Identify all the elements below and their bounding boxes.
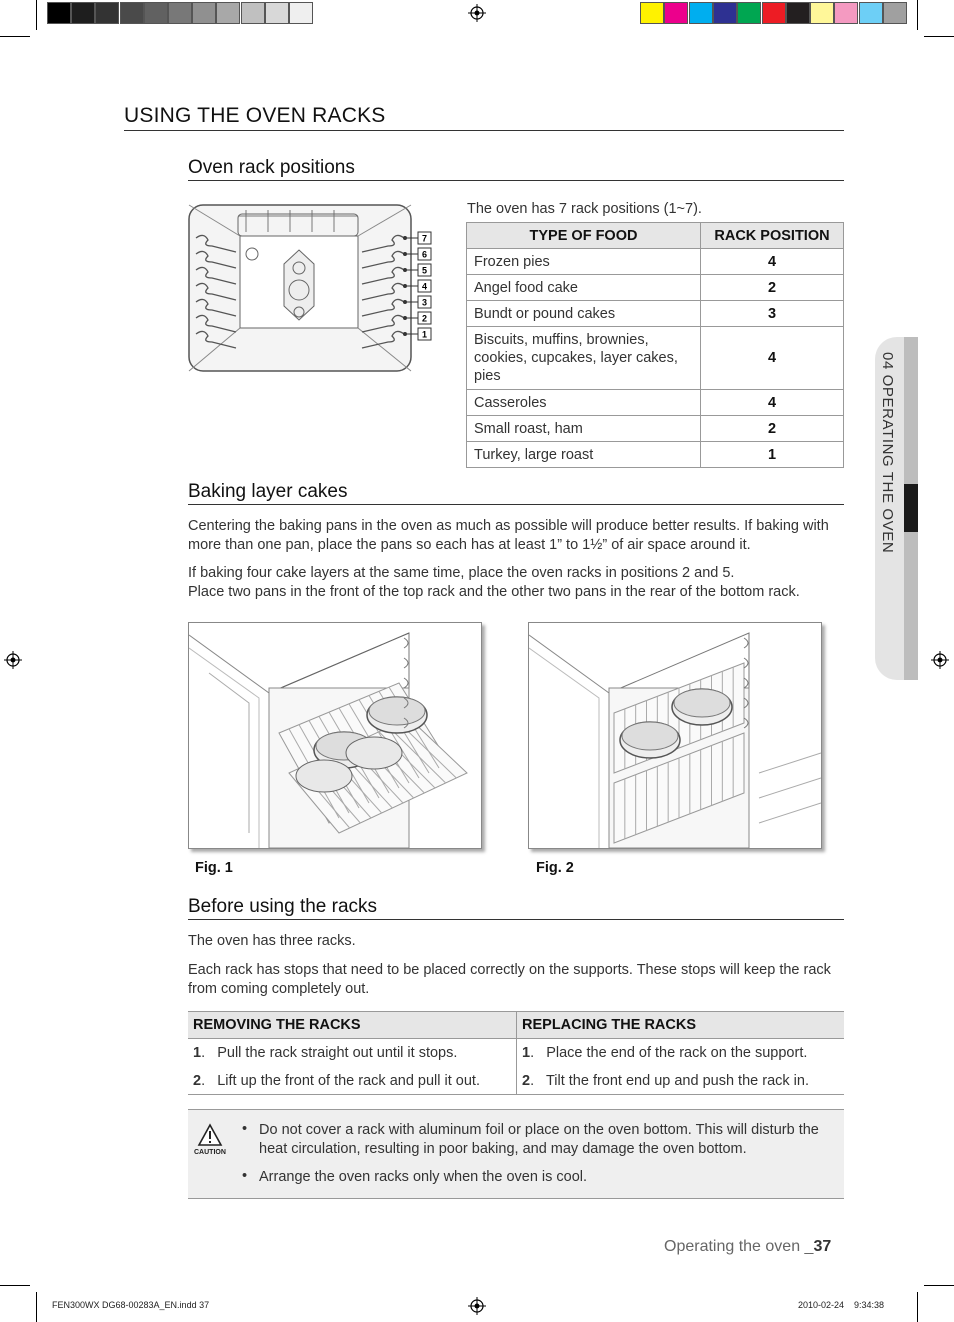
page-label: Operating the oven _ [664,1238,814,1255]
crop-mark [917,1292,918,1322]
remove-step: 1. Pull the rack straight out until it stops. [193,1045,458,1061]
oven-illustration-fig2 [529,623,821,848]
section-rule [188,919,844,920]
step-number: 2 [193,1073,202,1089]
crop-mark [917,0,918,30]
crop-mark [924,1285,954,1286]
replace-step: 1. Place the end of the rack on the support. [517,1039,845,1068]
table-row [467,390,844,416]
gray-swatch [144,2,168,24]
title-rule [124,130,844,131]
rack-dot-icon [403,252,407,256]
color-swatch [810,2,834,24]
step-text: Tilt the front end up and push the rack in. [545,1073,809,1089]
gray-swatch [265,2,289,24]
step-number: 1 [193,1045,202,1061]
gray-swatch [71,2,95,24]
color-swatch [737,2,761,24]
section-rule [188,180,844,181]
figure-2 [528,622,822,849]
step-number: 2 [522,1073,531,1089]
figure-2-caption: Fig. 2 [536,860,574,876]
rack-dot-icon [403,268,407,272]
table-row [467,327,844,390]
position-cell: 4 [701,249,844,275]
crop-mark [924,36,954,37]
step-text: Lift up the front of the rack and pull it out. [217,1073,480,1089]
section-rule [188,504,844,505]
caution-item-1: Do not cover a rack with aluminum foil or place on the oven bottom. This will disturb the heat circulation, resulting in poor baking, and may damage the oven bottom. [259,1122,819,1157]
gray-swatch [47,2,71,24]
crop-mark [36,0,37,30]
position-cell: 2 [701,275,844,301]
caution-label: CAUTION [194,1149,226,1156]
replace-step: 2. Tilt the front end up and push the rack in. [517,1067,845,1095]
gray-swatch [168,2,192,24]
food-cell: Angel food cake [467,275,701,301]
position-cell: 4 [701,390,844,416]
food-cell: Bundt or pound cakes [467,301,701,327]
file-info: FEN300WX DG68-00283A_EN.indd 37 [52,1300,210,1310]
step-text: Place the end of the rack on the support. [546,1045,808,1061]
baking-paragraph-1: Centering the baking pans in the oven as much as possible will produce better results. If baking with more than one pan, place the pans so each has at least 1” to 1½” of air space around it. [188,518,829,553]
table-row [467,416,844,442]
remove-step: 2. Lift up the front of the rack and pull it out. [188,1067,517,1095]
rack-dot-icon [403,284,407,288]
step-text: Pull the rack straight out until it stops. [217,1045,458,1061]
figure-1 [188,622,482,849]
registration-mark-icon [468,4,486,22]
table-row [467,301,844,327]
section-heading-before: Before using the racks [188,896,378,917]
column-header-removing: REMOVING THE RACKS [188,1012,517,1039]
column-header-replacing: REPLACING THE RACKS [517,1012,845,1039]
before-paragraph-1: The oven has three racks. [188,933,356,949]
rack-instructions-table [188,1011,844,1095]
registration-mark-icon [4,651,22,669]
position-cell: 4 [701,327,844,390]
caution-triangle-icon [197,1123,223,1147]
caution-bullet: • [242,1121,248,1137]
registration-mark-icon [931,651,949,669]
registration-mark-icon [468,1297,486,1315]
rack-dot-icon [403,300,407,304]
food-cell: Biscuits, muffins, brownies, cookies, cupcakes, layer cakes, pies [467,327,701,390]
rack-number-label: 5 [421,265,428,276]
color-swatch [834,2,858,24]
rack-number-label: 7 [421,233,428,244]
crop-mark [0,36,30,37]
gray-swatch [216,2,240,24]
position-cell: 1 [701,442,844,468]
color-swatch [689,2,713,24]
position-cell: 3 [701,301,844,327]
rack-dot-icon [403,332,407,336]
rack-dot-icon [403,316,407,320]
color-swatch [859,2,883,24]
rack-number-label: 3 [421,297,428,308]
rack-number-label: 6 [421,249,428,260]
figure-1-caption: Fig. 1 [195,860,233,876]
crop-mark [0,1285,30,1286]
color-swatch [664,2,688,24]
rack-number-label: 1 [421,329,428,340]
section-heading-rack-positions: Oven rack positions [188,157,355,178]
color-swatch [786,2,810,24]
page-title: USING THE OVEN RACKS [124,104,386,127]
caution-item-2: Arrange the oven racks only when the oven is cool. [259,1169,588,1185]
gray-swatch [192,2,216,24]
gray-swatch [120,2,144,24]
column-header-position: RACK POSITION [701,223,844,249]
gray-swatch [289,2,313,24]
page-footer [664,1238,831,1256]
gray-swatch [241,2,265,24]
before-paragraph-2: Each rack has stops that need to be placed correctly on the supports. These stops will keep the rack from coming completely out. [188,962,831,997]
table-row [188,1067,844,1095]
chapter-label: 04 OPERATING THE OVEN [879,352,896,554]
food-cell: Frozen pies [467,249,701,275]
color-swatch [713,2,737,24]
print-timestamp: 2010-02-24 9:34:38 [798,1300,885,1310]
rack-positions-intro: The oven has 7 rack positions (1~7). [467,201,702,217]
oven-rack-diagram [186,202,438,378]
column-header-food: TYPE OF FOOD [467,223,701,249]
food-cell: Small roast, ham [467,416,701,442]
color-swatch [762,2,786,24]
color-swatch [640,2,664,24]
food-cell: Turkey, large roast [467,442,701,468]
table-row [188,1039,844,1068]
rack-position-table [466,222,844,468]
baking-paragraph-2a: If baking four cake layers at the same time, place the oven racks in positions 2 and 5. [188,565,735,581]
table-row [467,275,844,301]
color-swatch [883,2,907,24]
page-number: 37 [813,1238,832,1255]
side-tab-marker [904,484,918,532]
caution-box [188,1109,844,1199]
position-cell: 2 [701,416,844,442]
section-heading-baking: Baking layer cakes [188,481,348,502]
caution-bullet: • [242,1168,248,1184]
rack-number-label: 4 [421,281,428,292]
step-number: 1 [522,1045,531,1061]
rack-dot-icon [403,236,407,240]
table-row [467,442,844,468]
crop-mark [36,1292,37,1322]
table-row [467,249,844,275]
rack-number-label: 2 [421,313,428,324]
oven-illustration-fig1 [189,623,481,848]
food-cell: Casseroles [467,390,701,416]
baking-paragraph-2b: Place two pans in the front of the top rack and the other two pans in the rear of the bottom rack. [188,584,800,600]
gray-swatch [95,2,119,24]
